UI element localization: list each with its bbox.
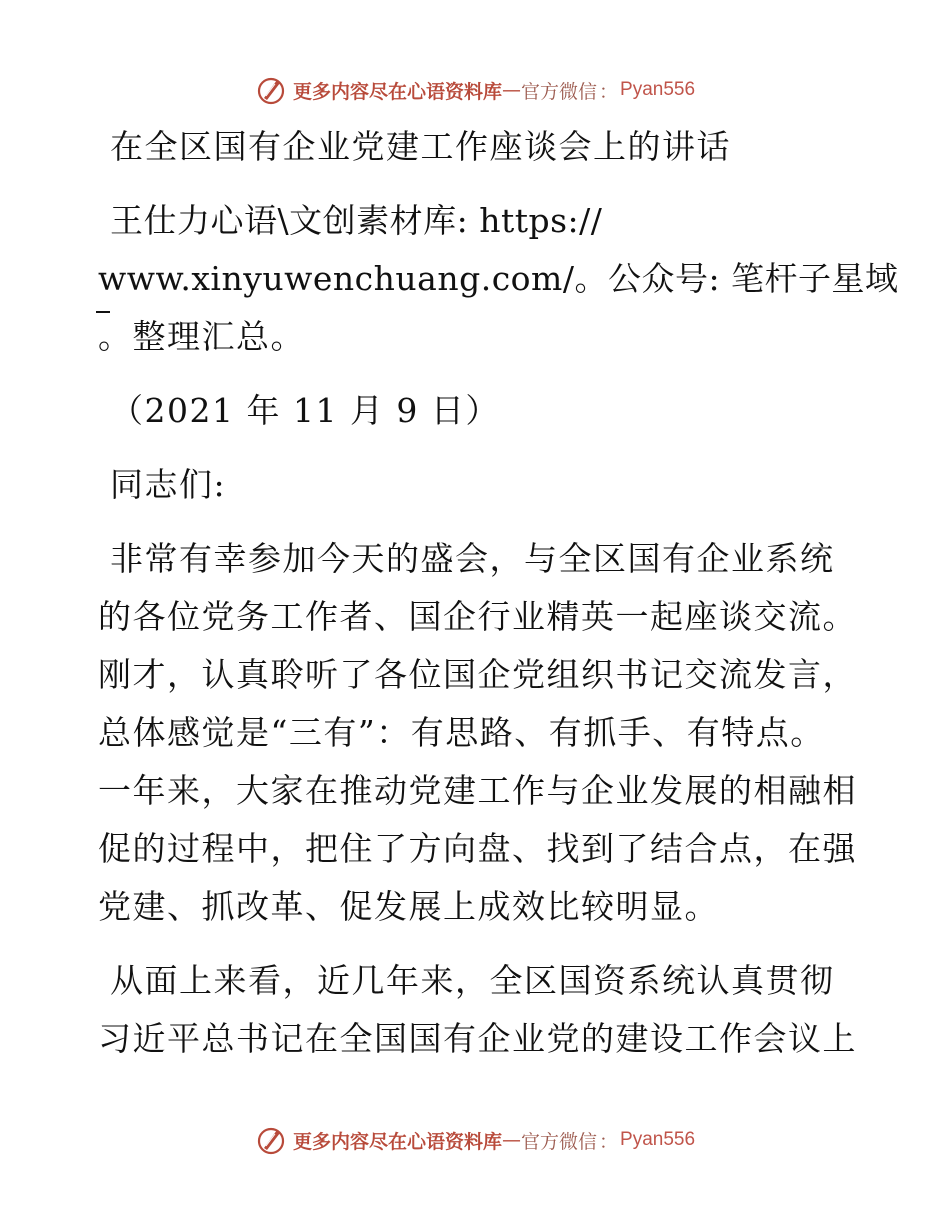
salutation: 同志们: [110, 465, 227, 504]
source-line-2: www.xinyuwenchuang.com/。公众号: 笔杆子星域 [98, 259, 899, 298]
paragraph-1-line-6: 促的过程中，把住了方向盘、找到了结合点，在强 [98, 829, 857, 868]
feather-pen-logo-icon [255, 74, 287, 106]
paragraph-2-line-2: 习近平总书记在全国国有企业党的建设工作会议上 [98, 1019, 857, 1058]
banner-dash: — [501, 79, 521, 101]
banner-separator: ： [599, 80, 619, 103]
banner-separator: ： [599, 1130, 619, 1153]
paragraph-1-line-5: 一年来，大家在推动党建工作与企业发展的相融相 [98, 771, 857, 810]
banner-official-label: 官方微信 [520, 1130, 597, 1153]
footer-banner [0, 1120, 950, 1160]
document-title: 在全区国有企业党建工作座谈会上的讲话 [110, 127, 731, 166]
paragraph-1-line-1: 非常有幸参加今天的盛会，与全区国有企业系统 [110, 539, 835, 578]
banner-wechat-handle: Pyan556 [620, 79, 696, 100]
paragraph-1-line-7: 党建、抓改革、促发展上成效比较明显。 [98, 887, 719, 926]
paragraph-1-line-3: 刚才，认真聆听了各位国企党组织书记交流发言， [98, 655, 857, 694]
speech-date: （2021 年 11 月 9 日） [110, 391, 500, 430]
paragraph-2-line-1: 从面上来看，近几年来，全区国资系统认真贯彻 [110, 961, 835, 1000]
banner-wechat-handle: Pyan556 [620, 1129, 696, 1150]
paragraph-1-line-2: 的各位党务工作者、国企行业精英一起座谈交流。 [98, 597, 857, 636]
feather-pen-logo-icon [255, 1124, 287, 1156]
banner-brand-text: 更多内容尽在心语资料库 [292, 80, 502, 103]
underscore-mark [96, 311, 110, 313]
source-line-3: 。整理汇总。 [98, 317, 305, 356]
banner-official-label: 官方微信 [520, 80, 597, 103]
header-banner [0, 70, 950, 110]
paragraph-1-line-4: 总体感觉是“三有”：有思路、有抓手、有特点。 [98, 713, 825, 752]
banner-brand-text: 更多内容尽在心语资料库 [292, 1130, 502, 1153]
banner-dash: — [501, 1129, 521, 1151]
source-line-1: 王仕力心语\文创素材库: https:// [110, 201, 603, 240]
